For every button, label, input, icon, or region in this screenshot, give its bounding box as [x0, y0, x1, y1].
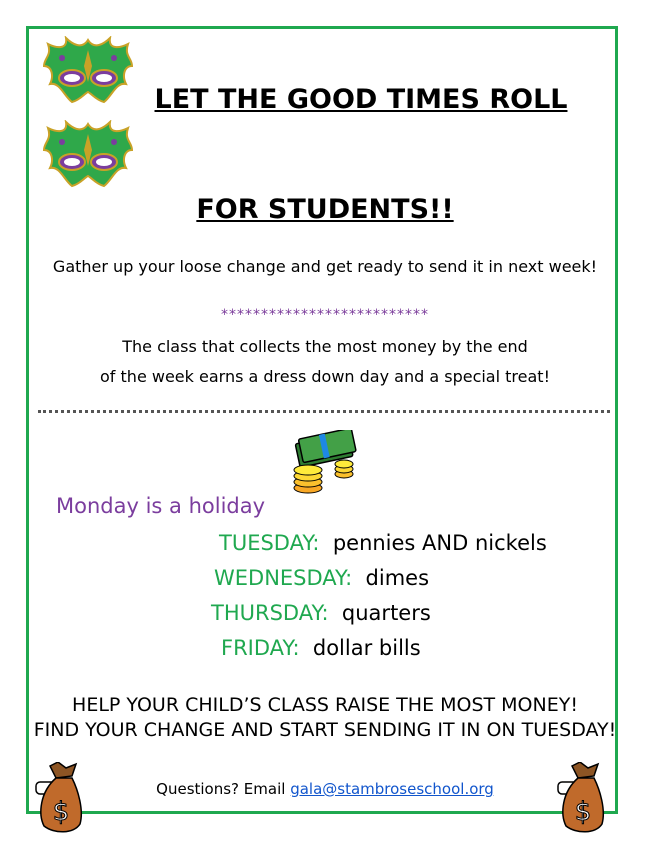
- day-name: THURSDAY:: [211, 601, 329, 625]
- class-text-line-1: The class that collects the most money by the end: [122, 337, 528, 356]
- schedule-row-tuesday: [219, 531, 547, 555]
- money-bag-icon: [556, 762, 608, 834]
- svg-text:$: $: [574, 797, 592, 827]
- schedule-row-friday: [221, 636, 421, 660]
- help-line-1: HELP YOUR CHILD’S CLASS RAISE THE MOST MONEY!: [72, 694, 578, 716]
- dotted-divider: [38, 410, 610, 413]
- day-name: FRIDAY:: [221, 636, 300, 660]
- help-message: [30, 693, 620, 743]
- day-name: WEDNESDAY:: [214, 566, 353, 590]
- email-link[interactable]: gala@stambroseschool.org: [290, 780, 494, 798]
- gather-text: Gather up your loose change and get ready to send it in next week!: [52, 257, 598, 276]
- class-text-line-2: of the week earns a dress down day and a special treat!: [100, 367, 550, 386]
- coin-type: dimes: [365, 566, 430, 590]
- mardi-gras-mask-icon: [42, 36, 134, 112]
- coin-type: pennies AND nickels: [332, 531, 547, 555]
- day-name: TUESDAY:: [219, 531, 320, 555]
- mardi-gras-mask-icon: [42, 120, 134, 196]
- holiday-note: Monday is a holiday: [56, 494, 266, 518]
- star-divider: **************************: [221, 307, 429, 323]
- help-line-2: FIND YOUR CHANGE AND START SENDING IT IN ON TUESDAY!: [33, 719, 617, 741]
- coin-type: dollar bills: [312, 636, 421, 660]
- page-title: LET THE GOOD TIMES ROLL: [154, 84, 568, 115]
- page-subtitle: FOR STUDENTS!!: [196, 194, 454, 225]
- cash-and-coins-icon: [292, 430, 358, 494]
- coin-type: quarters: [341, 601, 431, 625]
- questions-label: Questions? Email: [156, 780, 286, 798]
- questions-line: [0, 780, 650, 798]
- svg-text:$: $: [52, 797, 70, 827]
- money-bag-icon: [34, 762, 86, 834]
- schedule-row-thursday: [211, 601, 431, 625]
- schedule-row-wednesday: [214, 566, 429, 590]
